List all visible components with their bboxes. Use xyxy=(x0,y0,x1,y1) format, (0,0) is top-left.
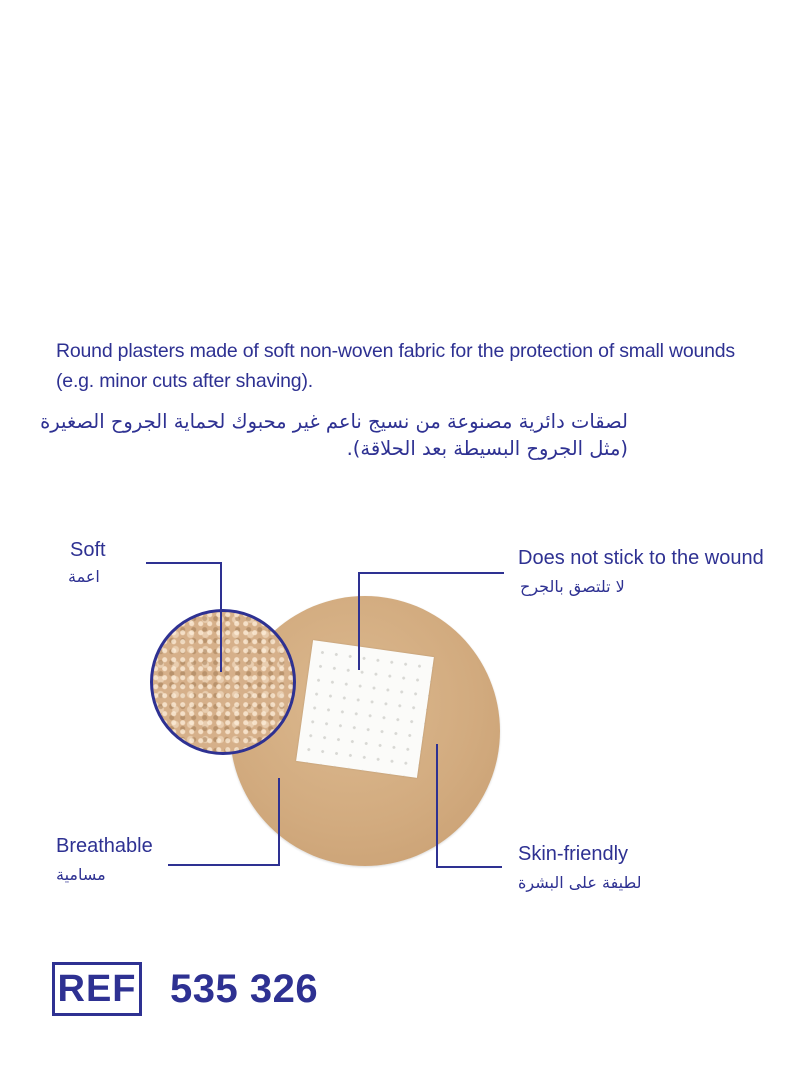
ref-symbol: REF xyxy=(52,962,142,1016)
fabric-zoom-magnifier xyxy=(150,609,296,755)
breathable-leader-horizontal xyxy=(168,864,280,866)
soft-leader-vertical xyxy=(220,562,222,672)
breathable-label-arabic: مسامية xyxy=(56,865,106,884)
not-stick-leader-vertical xyxy=(358,572,360,670)
description-arabic: لصقات دائرية مصنوعة من نسيج ناعم غير محبوك لحماية الجروح الصغيرة (مثل الجروح البسيطة بعد الحلاقة). xyxy=(40,410,628,460)
breathable-leader-vertical xyxy=(278,778,280,866)
skin-friendly-label: Skin-friendly xyxy=(518,843,629,865)
soft-label: Soft xyxy=(70,539,106,561)
not-stick-label: Does not stick to the wound xyxy=(518,547,764,569)
skin-friendly-leader-horizontal xyxy=(436,866,502,868)
ref-number: 535 326 xyxy=(170,967,319,1011)
not-stick-label-arabic: لا تلتصق بالجرح xyxy=(520,577,625,596)
skin-friendly-leader-vertical xyxy=(436,744,438,868)
breathable-label: Breathable xyxy=(56,835,153,857)
soft-label-arabic: اعمة xyxy=(68,567,100,586)
wound-pad xyxy=(296,640,434,778)
skin-friendly-label-arabic: لطيفة على البشرة xyxy=(518,873,642,892)
description-english: Round plasters made of soft non-woven fabric for the protection of small wounds (e.g. minor cuts after shaving). xyxy=(56,340,735,392)
soft-leader-horizontal xyxy=(146,562,222,564)
not-stick-leader-horizontal xyxy=(358,572,504,574)
